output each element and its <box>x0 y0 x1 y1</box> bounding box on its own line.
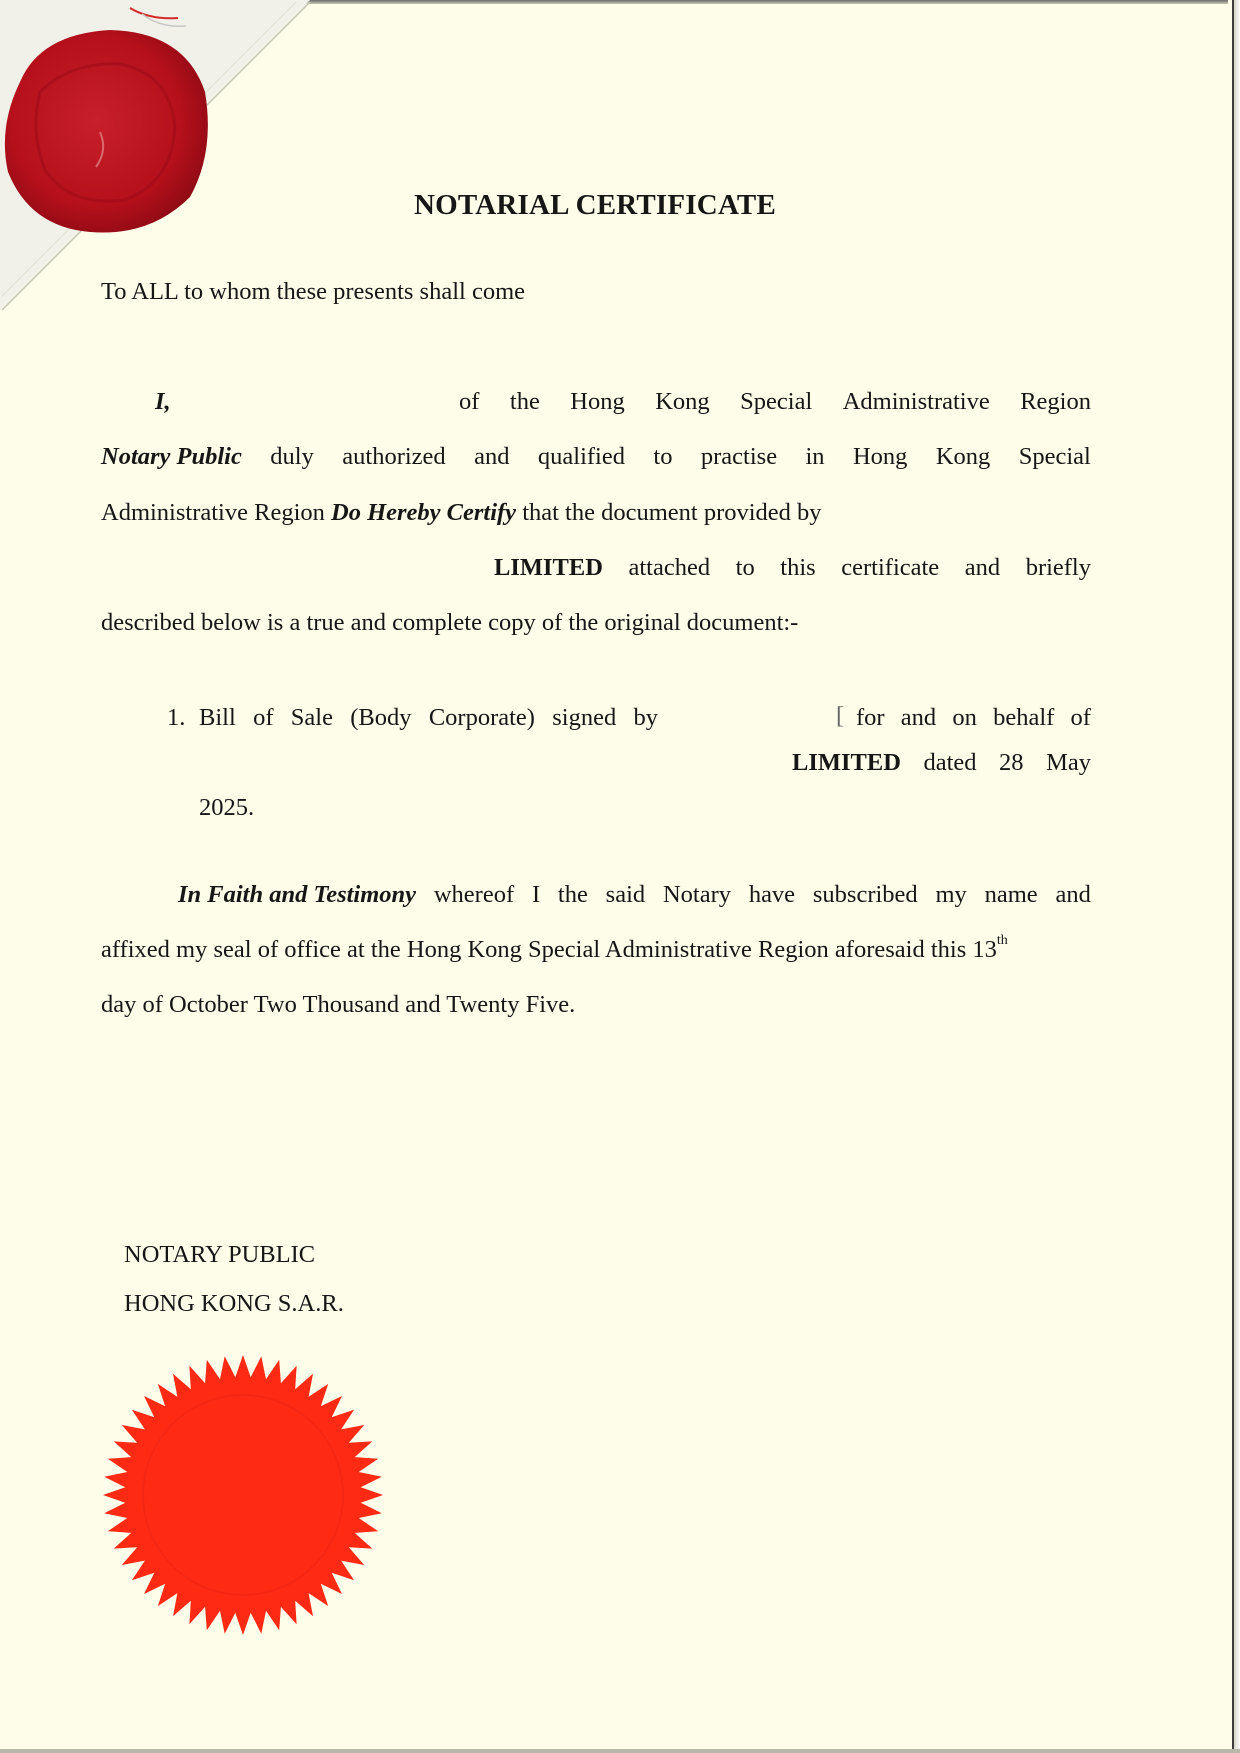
word: Notary <box>662 881 731 908</box>
word: Special <box>1018 443 1091 470</box>
para1-line3 <box>101 501 822 526</box>
word: my <box>935 881 967 908</box>
word: whereof <box>433 881 515 908</box>
word: Hong <box>570 388 625 415</box>
word: Sale <box>290 704 333 731</box>
word: duly <box>270 443 314 470</box>
word: the <box>557 881 588 908</box>
word: Kong <box>935 443 991 470</box>
company-suffix: LIMITED <box>494 554 603 581</box>
line-text: affixed my seal of office at the Hong Kong Special Administrative Region aforesaid this 13 <box>101 936 997 963</box>
certify-emphasis: Do Hereby Certify <box>331 499 517 526</box>
word: signed <box>552 704 617 731</box>
word: May <box>1046 749 1091 776</box>
word: for <box>856 704 885 731</box>
word: to <box>735 554 755 581</box>
notary-public-label: NOTARY PUBLIC <box>124 1241 316 1268</box>
word: behalf <box>993 704 1055 731</box>
word: I <box>531 881 541 908</box>
ordinal-suffix: th <box>996 933 1008 948</box>
notary-seal-icon <box>98 1350 388 1640</box>
word: Administrative <box>842 388 990 415</box>
notary-public-emphasis: Notary Public <box>101 443 242 470</box>
item1-line2 <box>792 751 1091 776</box>
word: Kong <box>655 388 710 415</box>
word: of <box>253 704 274 731</box>
item1-line1-end <box>856 706 1091 731</box>
word: certificate <box>841 554 940 581</box>
word: briefly <box>1025 554 1091 581</box>
word: by <box>633 704 658 731</box>
company-suffix: LIMITED <box>792 749 901 776</box>
word: authorized <box>342 443 446 470</box>
word: Bill <box>199 704 236 731</box>
faith-testimony-emphasis: In Faith and Testimony <box>178 881 417 908</box>
word: qualified <box>537 443 625 470</box>
para1-line5: described below is a true and complete copy of the original document:- <box>101 609 799 636</box>
word: practise <box>700 443 778 470</box>
word: attached <box>628 554 711 581</box>
para1-line1 <box>459 390 1091 415</box>
word: Region <box>1020 388 1091 415</box>
line-text: that the document provided by <box>516 499 822 526</box>
word: of <box>459 388 480 415</box>
word: and <box>964 554 1001 581</box>
word: of <box>1070 704 1091 731</box>
hong-kong-label: HONG KONG S.A.R. <box>124 1290 344 1317</box>
word: dated <box>923 749 977 776</box>
word: on <box>952 704 977 731</box>
item1-mark: [ <box>836 702 845 729</box>
para1-line4 <box>494 556 1091 581</box>
certificate-title: NOTARIAL CERTIFICATE <box>413 189 777 221</box>
word: this <box>780 554 816 581</box>
word: and <box>1055 881 1091 908</box>
word: name <box>984 881 1038 908</box>
item1-line1-start <box>199 706 658 731</box>
word: in <box>805 443 825 470</box>
word: said <box>605 881 646 908</box>
page-right-edge <box>1228 0 1240 1753</box>
word: Special <box>740 388 813 415</box>
word: and <box>900 704 937 731</box>
page-bottom-edge <box>0 1749 1240 1753</box>
word: Hong <box>852 443 908 470</box>
word: the <box>509 388 540 415</box>
item1-line3: 2025. <box>199 794 255 821</box>
item-number: 1. <box>167 704 186 731</box>
word: subscribed <box>812 881 918 908</box>
word: 28 <box>999 749 1024 776</box>
word: (Body <box>350 704 412 731</box>
word: and <box>474 443 510 470</box>
word: Corporate) <box>428 704 535 731</box>
para2-line2 <box>101 933 1008 963</box>
word: to <box>653 443 673 470</box>
para1-line2 <box>101 445 1091 470</box>
salutation: To ALL to whom these presents shall come <box>101 278 526 305</box>
word: have <box>748 881 796 908</box>
notary-pronoun: I, <box>155 388 171 415</box>
line-text: Administrative Region <box>101 499 331 526</box>
para2-line1 <box>178 883 1091 908</box>
para2-line3: day of October Two Thousand and Twenty Five. <box>101 991 576 1018</box>
